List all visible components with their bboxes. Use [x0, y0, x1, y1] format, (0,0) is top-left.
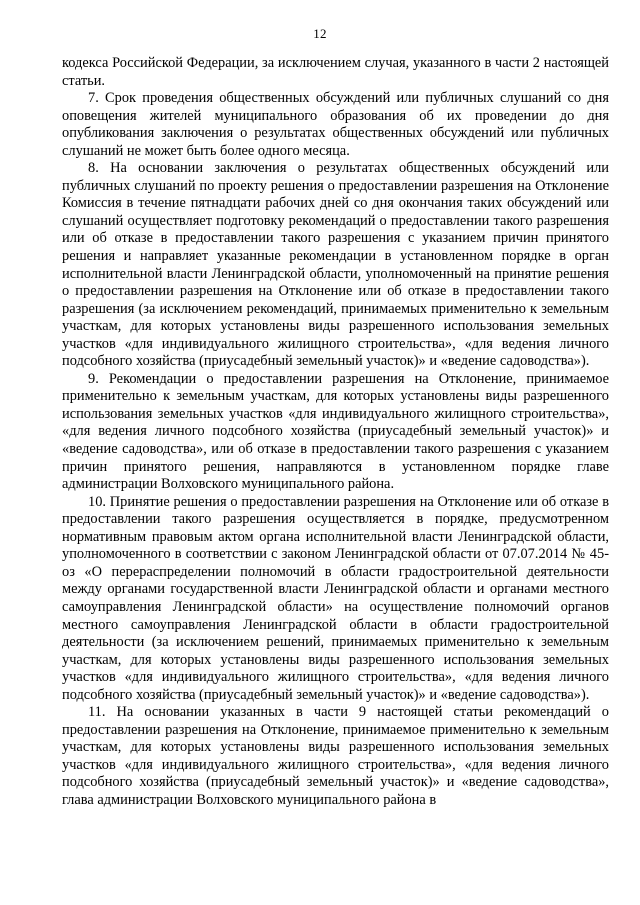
- page-number: 12: [313, 26, 327, 41]
- paragraph-7: 7. Срок проведения общественных обсуждений или публичных слушаний со дня оповещения жителей муниципального образования об их проведении до дня опубликования заключения о результатах общественных обсуждений или публичных слушаний не может быть более одного месяца.: [62, 90, 609, 159]
- paragraph-8: 8. На основании заключения о результатах общественных обсуждений или публичных слушаний по проекту решения о предоставлении разрешения на Отклонение Комиссия в течение пятнадцати рабочих дней со дня окончания таких обсуждений или слушаний осуществляет подготовку рекомендаций о предоставлении такого разрешения или об отказе в предоставлении такого разрешения с указанием причин принятого решения и направляет указанные рекомендации в установленном порядке в орган исполнительной власти Ленинградской области, уполномоченный на принятие решения о предоставлении разрешения на Отклонение или об отказе в предоставлении такого разрешения (за исключением рекомендаций, принимаемых применительно к земельным участкам, для которых установлены виды разрешенного использования земельных участков «для индивидуального жилищного строительства», «для ведения личного подсобного хозяйства (приусадебный земельный участок)» и «ведение садоводства»).: [62, 160, 609, 370]
- paragraph-continuation: кодекса Российской Федерации, за исключением случая, указанного в части 2 настоящей статьи.: [62, 55, 609, 89]
- paragraph-9: 9. Рекомендации о предоставлении разрешения на Отклонение, принимаемое применительно к земельным участкам, для которых установлены виды разрешенного использования земельных участков «для индивидуального жилищного строительства», «для ведения личного подсобного хозяйства (приусадебный земельный участок)» и «ведение садоводства», или об отказе в предоставлении такого разрешения с указанием причин принятого решения, направляются в установленном порядке главе администрации Волховского муниципального района.: [62, 370, 609, 493]
- paragraph-11: 11. На основании указанных в части 9 настоящей статьи рекомендаций о предоставлении разрешения на Отклонение, принимаемое применительно к земельным участкам, для которых установлены виды разрешенного использования земельных участков «для индивидуального жилищного строительства», «для ведения личного подсобного хозяйства (приусадебный земельный участок)» и «ведение садоводства», глава администрации Волховского муниципального района в: [62, 704, 609, 808]
- paragraph-10: 10. Принятие решения о предоставлении разрешения на Отклонение или об отказе в предоставлении такого разрешения осуществляется в порядке, предусмотренном нормативным правовым актом органа исполнительной власти Ленинградской области, уполномоченного в соответствии с законом Ленинградской области от 07.07.2014 № 45-оз «О перераспределении полномочий в области градостроительной деятельности между органами государственной власти Ленинградской области и органами местного самоуправления Ленинградской области» на осуществление полномочий органов местного самоуправления Ленинградской области в области градостроительной деятельности (за исключением решений, принимаемых применительно к земельным участкам, для которых установлены виды разрешенного использования земельных участков «для индивидуального жилищного строительства», «для ведения личного подсобного хозяйства (приусадебный земельный участок)» и «ведение садоводства»).: [62, 493, 609, 703]
- document-body: [62, 55, 609, 810]
